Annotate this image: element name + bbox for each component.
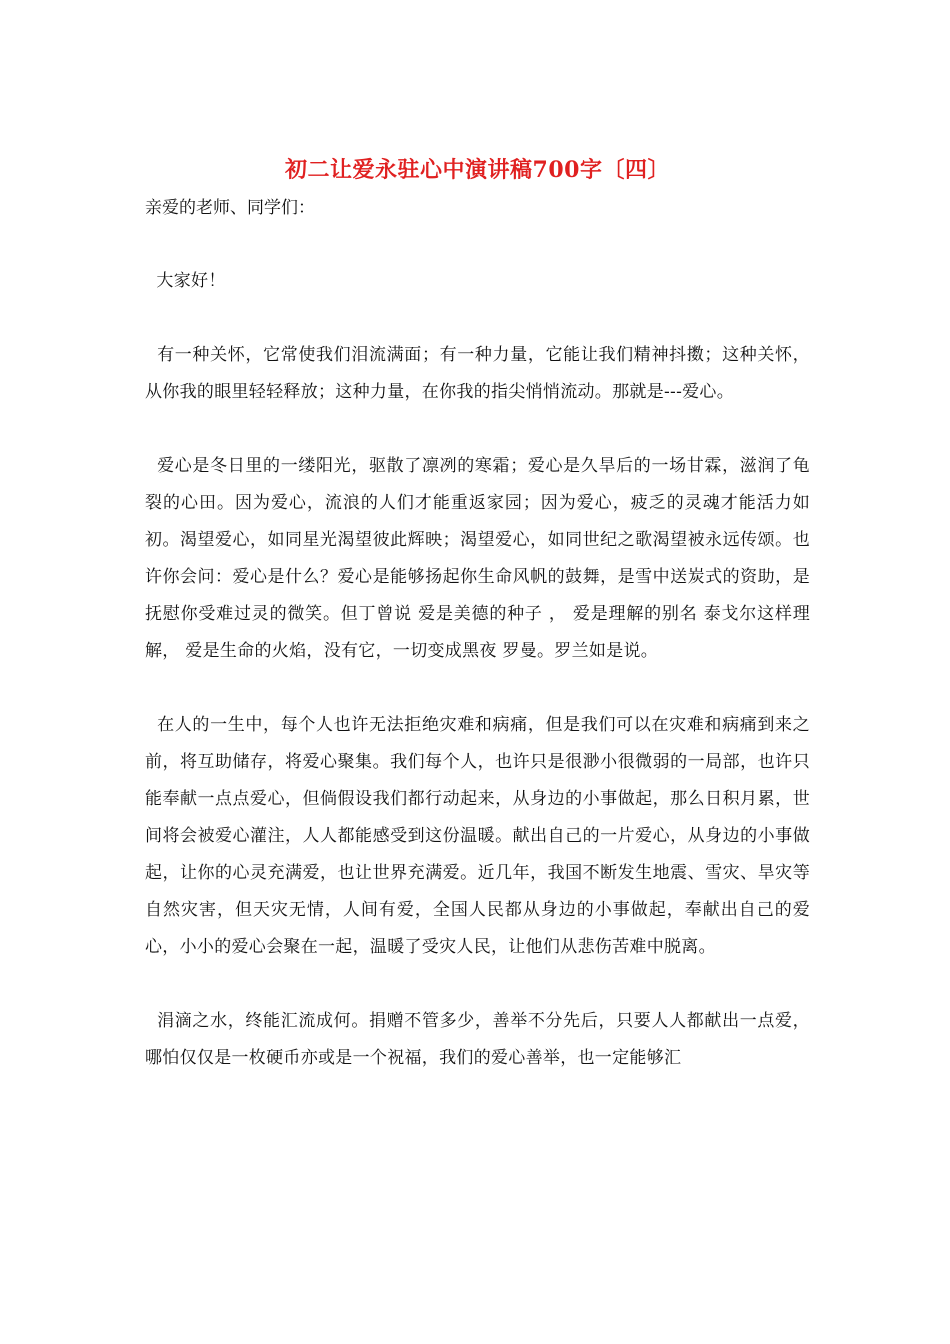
salutation: 亲爱的老师、同学们： — [145, 198, 315, 218]
document-title: 初二让爱永驻心中演讲稿700字〔四〕 — [285, 157, 670, 183]
spacer — [145, 966, 810, 1003]
spacer — [145, 300, 810, 337]
spacer — [145, 670, 810, 707]
document-page — [145, 150, 810, 1077]
spacer — [145, 226, 810, 263]
paragraph-3: 在人的一生中，每个人也许无法拒绝灾难和病痛，但是我们可以在灾难和病痛到来之前，将互助储存，将爱心聚集。我们每个人，也许只是很渺小很微弱的一局部，也许只能奉献一点点爱心，但倘假设我们都行动起来，从身边的小事做起，那么日积月累，世间将会被爱心灌注，人人都能感受到这份温暖。献出自己的一片爱心，从身边的小事做起，让你的心灵充满爱，也让世界充满爱。近几年，我国不断发生地震、雪灾、旱灾等自然灾害，但天灾无情，人间有爱，全国人民都从身边的小事做起，奉献出自己的爱心，小小的爱心会聚在一起，温暖了受灾人民，让他们从悲伤苦难中脱离。 — [145, 715, 810, 957]
paragraph-4: 涓滴之水，终能汇流成何。捐赠不管多少，善举不分先后，只要人人都献出一点爱，哪怕仅仅是一枚硬币亦或是一个祝福，我们的爱心善举，也一定能够汇 — [145, 1011, 810, 1068]
paragraph-1: 有一种关怀，它常使我们泪流满面；有一种力量，它能让我们精神抖擞；这种关怀，从你我的眼里轻轻释放；这种力量，在你我的指尖悄悄流动。那就是---爱心。 — [145, 345, 810, 402]
paragraph-2: 爱心是冬日里的一缕阳光，驱散了凛冽的寒霜；爱心是久旱后的一场甘霖，滋润了龟裂的心田。因为爱心，流浪的人们才能重返家园；因为爱心，疲乏的灵魂才能活力如初。渴望爱心，如同星光渴望彼此辉映；渴望爱心，如同世纪之歌渴望被永远传颂。也许你会问：爱心是什么？爱心是能够扬起你生命风帆的鼓舞，是雪中送炭式的资助，是抚慰你受难过灵的微笑。但丁曾说 爱是美德的种子 ， 爱是理解的别名 泰戈尔这样理解， 爱是生命的火焰，没有它，一切变成黑夜 罗曼。罗兰如是说。 — [145, 456, 810, 661]
greeting: 大家好！ — [145, 271, 226, 291]
spacer — [145, 411, 810, 448]
